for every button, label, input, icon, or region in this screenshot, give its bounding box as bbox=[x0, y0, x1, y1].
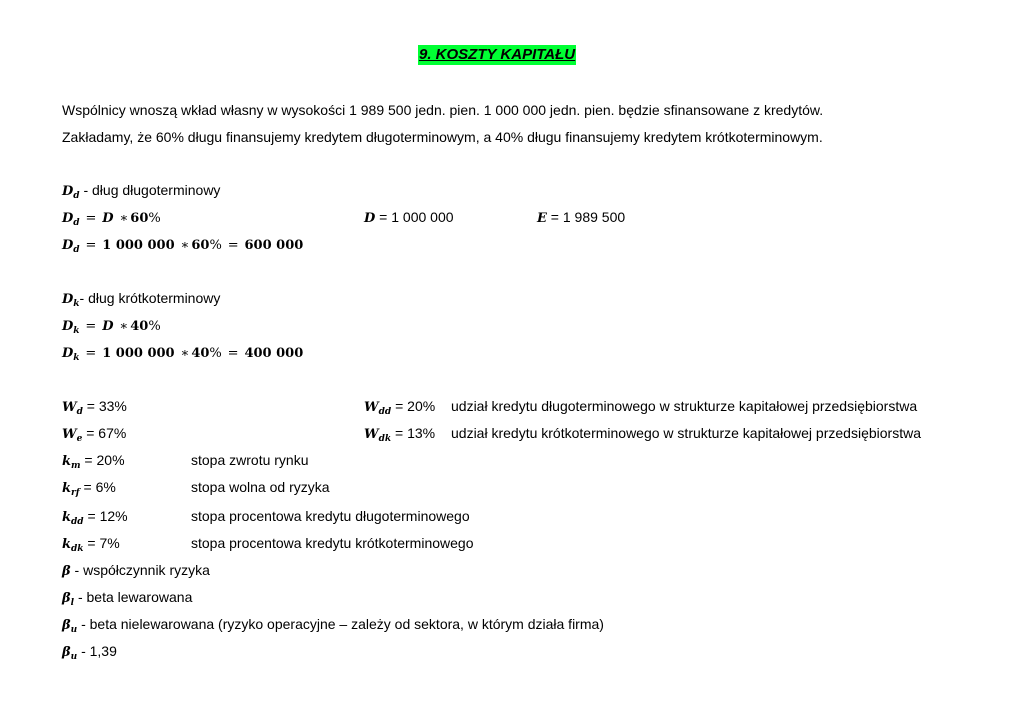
dd-f2-subscript: d bbox=[73, 245, 80, 255]
param-value: = 20% bbox=[80, 452, 125, 468]
param-km-description: stopa zwrotu rynku bbox=[191, 452, 309, 468]
dd-f1-subscript: d bbox=[73, 218, 80, 228]
weight-value: = 20% bbox=[391, 398, 436, 414]
beta-symbol: β bbox=[62, 645, 71, 660]
param-krf bbox=[62, 478, 116, 502]
dk-f2-eq2: = bbox=[227, 346, 239, 361]
param-subscript: rf bbox=[71, 488, 80, 498]
param-value: = 12% bbox=[83, 508, 128, 524]
param-symbol: W bbox=[62, 400, 77, 415]
param-symbol: k bbox=[62, 537, 72, 552]
param-symbol: W bbox=[62, 427, 77, 442]
param-value: = 33% bbox=[82, 398, 127, 414]
dk-f1-pct: 40 bbox=[130, 319, 149, 334]
dd-f1-symbol: D bbox=[62, 211, 74, 226]
dd-formula-1 bbox=[62, 208, 161, 232]
dk-f1-symbol: D bbox=[62, 319, 74, 334]
param-wd bbox=[62, 397, 127, 421]
dd-formula-2 bbox=[62, 235, 303, 259]
dk-f1-mul: ∗ bbox=[119, 319, 129, 334]
param-subscript: m bbox=[71, 461, 81, 471]
dd-f2-symbol: D bbox=[62, 238, 74, 253]
dd-f1-pct-sign: % bbox=[148, 211, 161, 226]
weight-symbol: W bbox=[364, 400, 379, 415]
dk-description: - dług krótkoterminowy bbox=[79, 290, 221, 306]
dd-f2-result: 600 000 bbox=[244, 238, 304, 253]
beta-symbol: β bbox=[62, 618, 71, 633]
dk-symbol: D bbox=[62, 292, 74, 307]
param-kdk bbox=[62, 534, 120, 558]
weight-symbol: W bbox=[364, 427, 379, 442]
param-kdd bbox=[62, 507, 128, 531]
dk-f2-symbol: D bbox=[62, 346, 74, 361]
param-subscript: e bbox=[76, 434, 83, 444]
dk-definition bbox=[62, 289, 220, 313]
dd-f1-eq: = bbox=[85, 211, 97, 226]
beta-description: - beta lewarowana bbox=[74, 589, 193, 605]
dk-f2-subscript: k bbox=[73, 353, 80, 363]
beta-symbol: β bbox=[62, 591, 71, 606]
beta-subscript: l bbox=[70, 598, 75, 608]
param-kdk-description: stopa procentowa kredytu krótkoterminowego bbox=[191, 535, 474, 551]
beta-subscript: u bbox=[70, 652, 78, 662]
weight-wdk-description: udział kredytu krótkoterminowego w strukturze kapitałowej przedsiębiorstwa bbox=[451, 425, 921, 441]
param-subscript: d bbox=[76, 407, 83, 417]
param-symbol: k bbox=[62, 454, 72, 469]
dk-f2-result: 400 000 bbox=[244, 346, 304, 361]
weight-subscript: dd bbox=[378, 407, 392, 417]
dd-description: - dług długoterminowy bbox=[79, 182, 221, 198]
dk-f1-pct-sign: % bbox=[148, 319, 161, 334]
dd-f2-mul: ∗ bbox=[180, 238, 190, 253]
beta-description: - współczynnik ryzyka bbox=[70, 562, 210, 578]
dd-f2-eq: = bbox=[85, 238, 97, 253]
dd-f2-num: 1 000 000 bbox=[102, 238, 175, 253]
dk-formula-2 bbox=[62, 343, 303, 367]
d-value: = 1 000 000 bbox=[375, 209, 454, 225]
param-krf-description: stopa wolna od ryzyka bbox=[191, 479, 330, 495]
dk-f2-pct: 40 bbox=[191, 346, 210, 361]
dd-f1-mul: ∗ bbox=[119, 211, 129, 226]
dk-f2-num: 1 000 000 bbox=[102, 346, 175, 361]
d-symbol: D bbox=[364, 211, 376, 226]
intro-paragraph-1: Wspólnicy wnoszą wkład własny w wysokości 1 989 500 jedn. pien. 1 000 000 jedn. pien. będzie sfinansowane z kredytów. bbox=[62, 102, 824, 118]
weight-subscript: dk bbox=[378, 434, 392, 444]
weight-wdk bbox=[364, 424, 435, 448]
dd-f2-eq2: = bbox=[227, 238, 239, 253]
beta-unlevered-value bbox=[62, 642, 117, 666]
dk-f1-eq: = bbox=[85, 319, 97, 334]
dd-f1-pct: 60 bbox=[130, 211, 149, 226]
dk-subscript: k bbox=[73, 299, 80, 309]
beta-unlevered bbox=[62, 615, 604, 639]
dd-subscript: d bbox=[73, 191, 80, 201]
dk-f2-eq: = bbox=[85, 346, 97, 361]
param-km bbox=[62, 451, 125, 475]
intro-paragraph-2: Zakładamy, że 60% długu finansujemy kredytem długoterminowym, a 40% długu finansujemy kredytem krótkoterminowym. bbox=[62, 129, 823, 145]
beta-symbol: β bbox=[62, 564, 71, 579]
section-title: 9. KOSZTY KAPITAŁU bbox=[419, 46, 576, 63]
beta-description: - beta nielewarowana (ryzyko operacyjne – zależy od sektora, w którym działa firma) bbox=[77, 616, 604, 632]
beta-subscript: u bbox=[70, 625, 78, 635]
d-total bbox=[364, 208, 454, 228]
e-value: = 1 989 500 bbox=[546, 209, 626, 225]
weight-value: = 13% bbox=[391, 425, 436, 441]
weight-wdd-description: udział kredytu długoterminowego w strukturze kapitałowej przedsiębiorstwa bbox=[451, 398, 918, 414]
beta-risk-coefficient bbox=[62, 561, 210, 581]
dd-definition bbox=[62, 181, 220, 205]
beta-description: - 1,39 bbox=[77, 643, 117, 659]
dd-f1-rhs: D bbox=[102, 211, 114, 226]
dd-f2-pct: 60 bbox=[191, 238, 210, 253]
e-symbol: E bbox=[537, 211, 547, 226]
param-symbol: k bbox=[62, 481, 72, 496]
param-we bbox=[62, 424, 126, 448]
dk-f2-mul: ∗ bbox=[180, 346, 190, 361]
dk-f1-rhs: D bbox=[102, 319, 114, 334]
param-kdd-description: stopa procentowa kredytu długoterminowego bbox=[191, 508, 470, 524]
param-subscript: dk bbox=[71, 544, 84, 554]
dk-f1-subscript: k bbox=[73, 326, 80, 336]
dk-f2-pct-sign: % bbox=[209, 346, 222, 361]
param-symbol: k bbox=[62, 510, 72, 525]
param-value: = 6% bbox=[79, 479, 116, 495]
dk-formula-1 bbox=[62, 316, 161, 340]
param-subscript: dd bbox=[71, 517, 84, 527]
param-value: = 67% bbox=[82, 425, 127, 441]
e-total bbox=[537, 208, 625, 228]
beta-levered bbox=[62, 588, 192, 612]
dd-f2-pct-sign: % bbox=[209, 238, 222, 253]
weight-wdd bbox=[364, 397, 435, 421]
param-value: = 7% bbox=[83, 535, 120, 551]
dd-symbol: D bbox=[62, 184, 74, 199]
